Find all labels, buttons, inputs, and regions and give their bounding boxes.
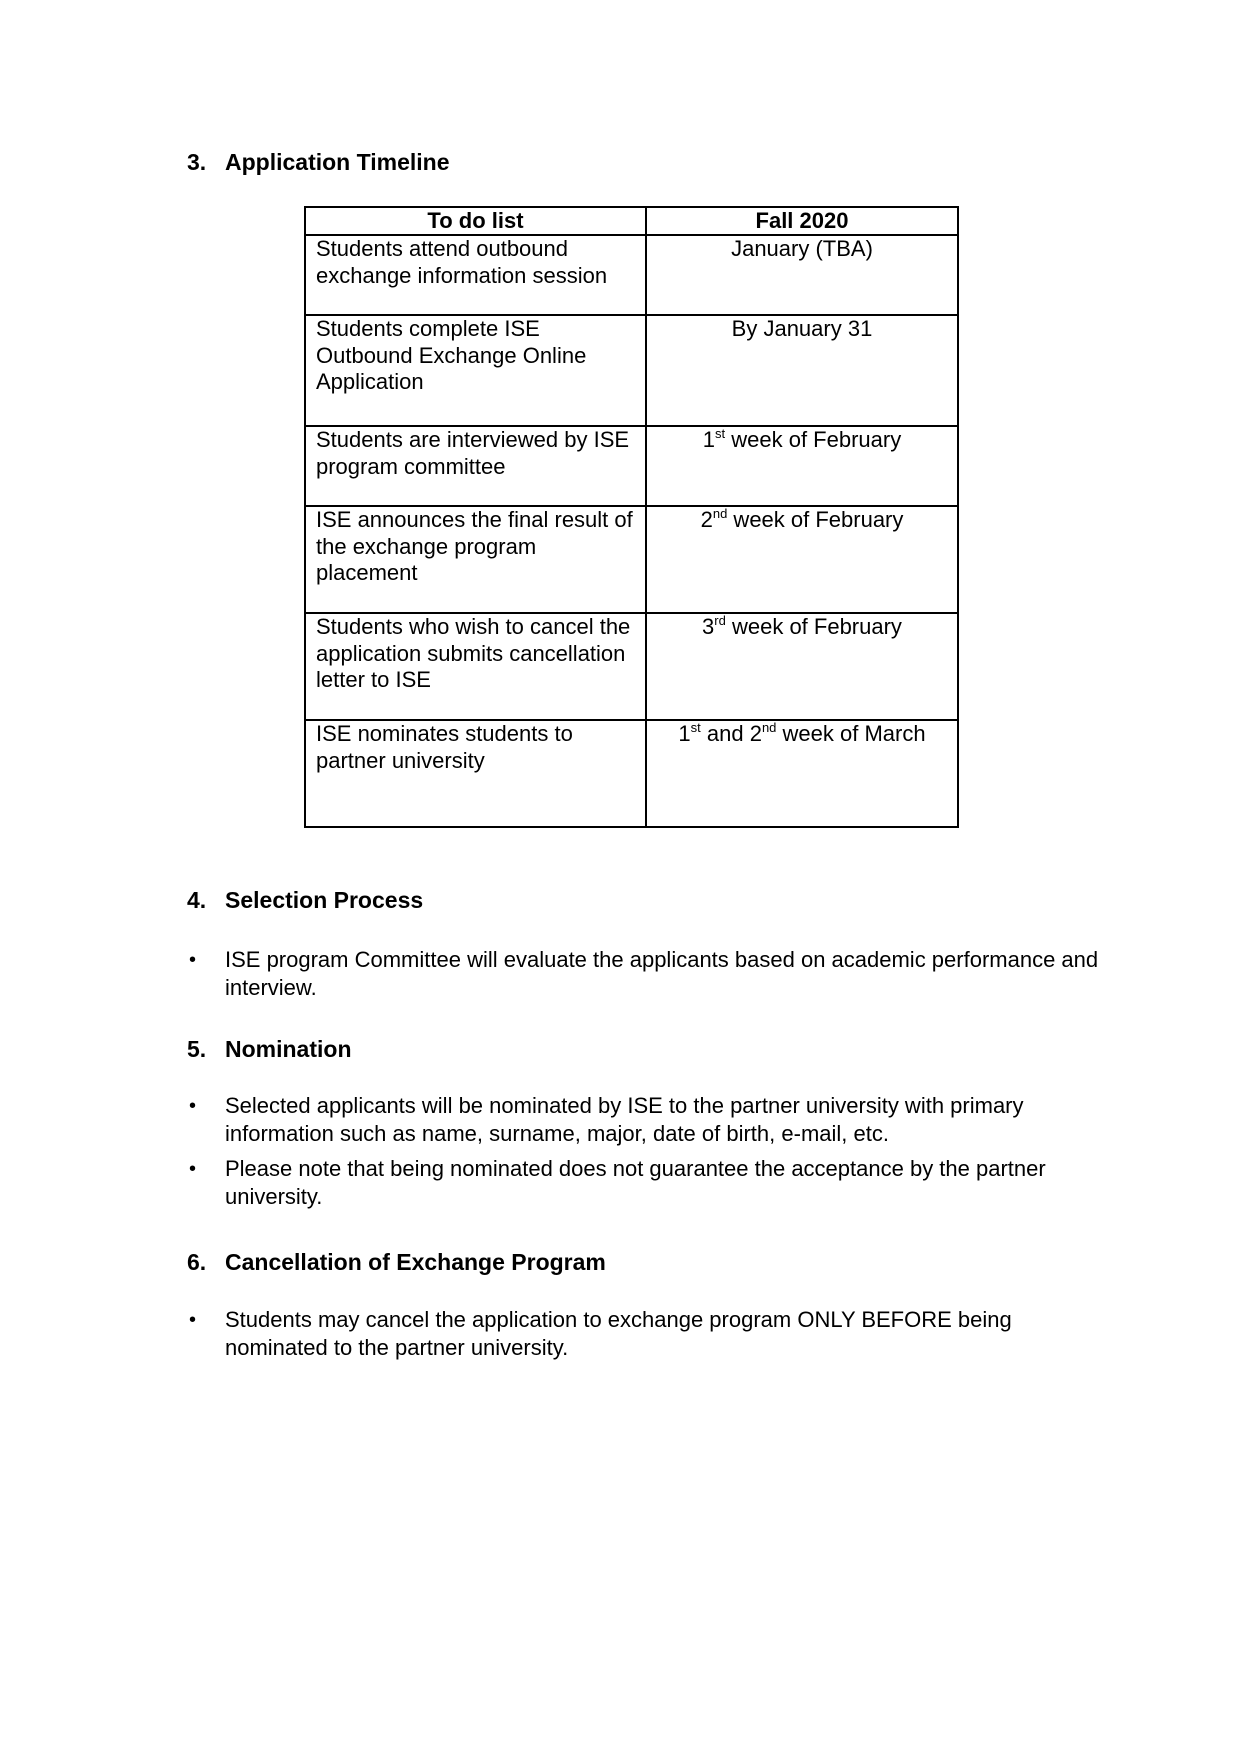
list-item-text: Please note that being nominated does not guarantee the acceptance by the partner university. bbox=[225, 1156, 1046, 1209]
list-item-text: Students may cancel the application to exchange program ONLY BEFORE being nominated to the partner university. bbox=[225, 1307, 1012, 1360]
section-heading-selection-process bbox=[187, 886, 423, 914]
selection-bullet-list bbox=[187, 946, 1107, 1009]
task-cell: Students attend outbound exchange information session bbox=[305, 235, 646, 315]
section-number: 6. bbox=[187, 1249, 207, 1275]
date-cell: 2nd week of February bbox=[646, 506, 958, 613]
section-heading-nomination bbox=[187, 1035, 352, 1063]
bullet-icon: • bbox=[189, 1309, 197, 1331]
section-number: 3. bbox=[187, 149, 207, 175]
application-timeline-table bbox=[304, 206, 959, 828]
list-item bbox=[187, 1092, 1107, 1148]
date-cell: 1st week of February bbox=[646, 426, 958, 506]
task-cell: Students complete ISE Outbound Exchange Online Application bbox=[305, 315, 646, 426]
list-item-text: ISE program Committee will evaluate the applicants based on academic performance and interview. bbox=[225, 947, 1099, 1000]
cancellation-bullet-list bbox=[187, 1306, 1107, 1369]
column-header-fall-2020: Fall 2020 bbox=[646, 207, 958, 235]
date-cell: 1st and 2nd week of March bbox=[646, 720, 958, 827]
section-title: Application Timeline bbox=[225, 149, 450, 175]
table-row bbox=[305, 613, 958, 720]
bullet-icon: • bbox=[189, 949, 197, 971]
task-cell: Students who wish to cancel the application submits cancellation letter to ISE bbox=[305, 613, 646, 720]
bullet-icon: • bbox=[189, 1095, 197, 1117]
table-row bbox=[305, 506, 958, 613]
task-cell: ISE announces the final result of the exchange program placement bbox=[305, 506, 646, 613]
table-row bbox=[305, 235, 958, 315]
nomination-bullet-list bbox=[187, 1092, 1107, 1218]
list-item-text: Selected applicants will be nominated by ISE to the partner university with primary information such as name, surname, major, date of birth, e-mail, etc. bbox=[225, 1093, 1024, 1146]
section-heading-application-timeline bbox=[187, 148, 450, 176]
list-item bbox=[187, 1306, 1107, 1362]
bullet-icon: • bbox=[189, 1158, 197, 1180]
section-title: Selection Process bbox=[225, 887, 424, 913]
section-title: Cancellation of Exchange Program bbox=[225, 1249, 606, 1275]
date-cell: 3rd week of February bbox=[646, 613, 958, 720]
list-item bbox=[187, 1155, 1107, 1211]
table-row bbox=[305, 720, 958, 827]
table-row bbox=[305, 315, 958, 426]
table-row bbox=[305, 426, 958, 506]
date-cell: By January 31 bbox=[646, 315, 958, 426]
task-cell: ISE nominates students to partner university bbox=[305, 720, 646, 827]
column-header-to-do-list: To do list bbox=[305, 207, 646, 235]
table-header-row bbox=[305, 207, 958, 235]
date-cell: January (TBA) bbox=[646, 235, 958, 315]
task-cell: Students are interviewed by ISE program committee bbox=[305, 426, 646, 506]
section-title: Nomination bbox=[225, 1036, 352, 1062]
section-heading-cancellation bbox=[187, 1248, 606, 1276]
section-number: 5. bbox=[187, 1036, 207, 1062]
list-item bbox=[187, 946, 1107, 1002]
section-number: 4. bbox=[187, 887, 207, 913]
